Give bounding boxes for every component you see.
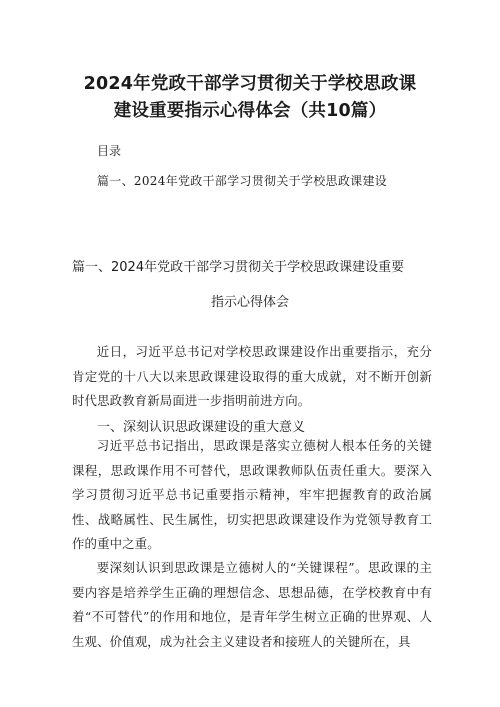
body-paragraph-1: 近日，习近平总书记对学校思政课建设作出重要指示，充分肯定党的十八大以来思政课建设取得的重大成就，对不断开创新时代思政教育新局面进一步指明前进方向。: [72, 344, 432, 409]
section-title-line2: 指示心得体会: [210, 295, 289, 310]
toc-item-1[interactable]: 篇一、2024年党政干部学习贯彻关于学校思政课建设: [97, 174, 388, 188]
body-paragraph-2: 习近平总书记指出，思政课是落实立德树人根本任务的关键课程，思政课作用不可替代，思政课教师队伍责任重大。要深入学习贯彻习近平总书记重要指示精神，牢牢把握教育的政治属性、战略属性、民生属性，切实把思政课建设作为党领导教育工作的重中之重。: [72, 438, 432, 552]
toc-heading: 目录: [97, 144, 122, 158]
section-title-line1: 篇一、2024年党政干部学习贯彻关于学校思政课建设重要: [72, 260, 405, 275]
body-paragraph-3: 要深刻认识到思政课是立德树人的“关键课程”。思政课的主要内容是培养学生正确的理想信念、思想品德，在学校教育中有着“不可替代”的作用和地位，是青年学生树立正确的世界观、人生观、价值观，成为社会主义建设者和接班人的关键所在，具: [72, 560, 432, 649]
document-title-line2: 建设重要指示心得体会（共10篇）: [113, 101, 387, 121]
section-heading-1: 一、深刻认识思政课建设的重大意义: [97, 420, 306, 435]
document-title-line1: 2024年党政干部学习贯彻关于学校思政课: [83, 74, 417, 94]
